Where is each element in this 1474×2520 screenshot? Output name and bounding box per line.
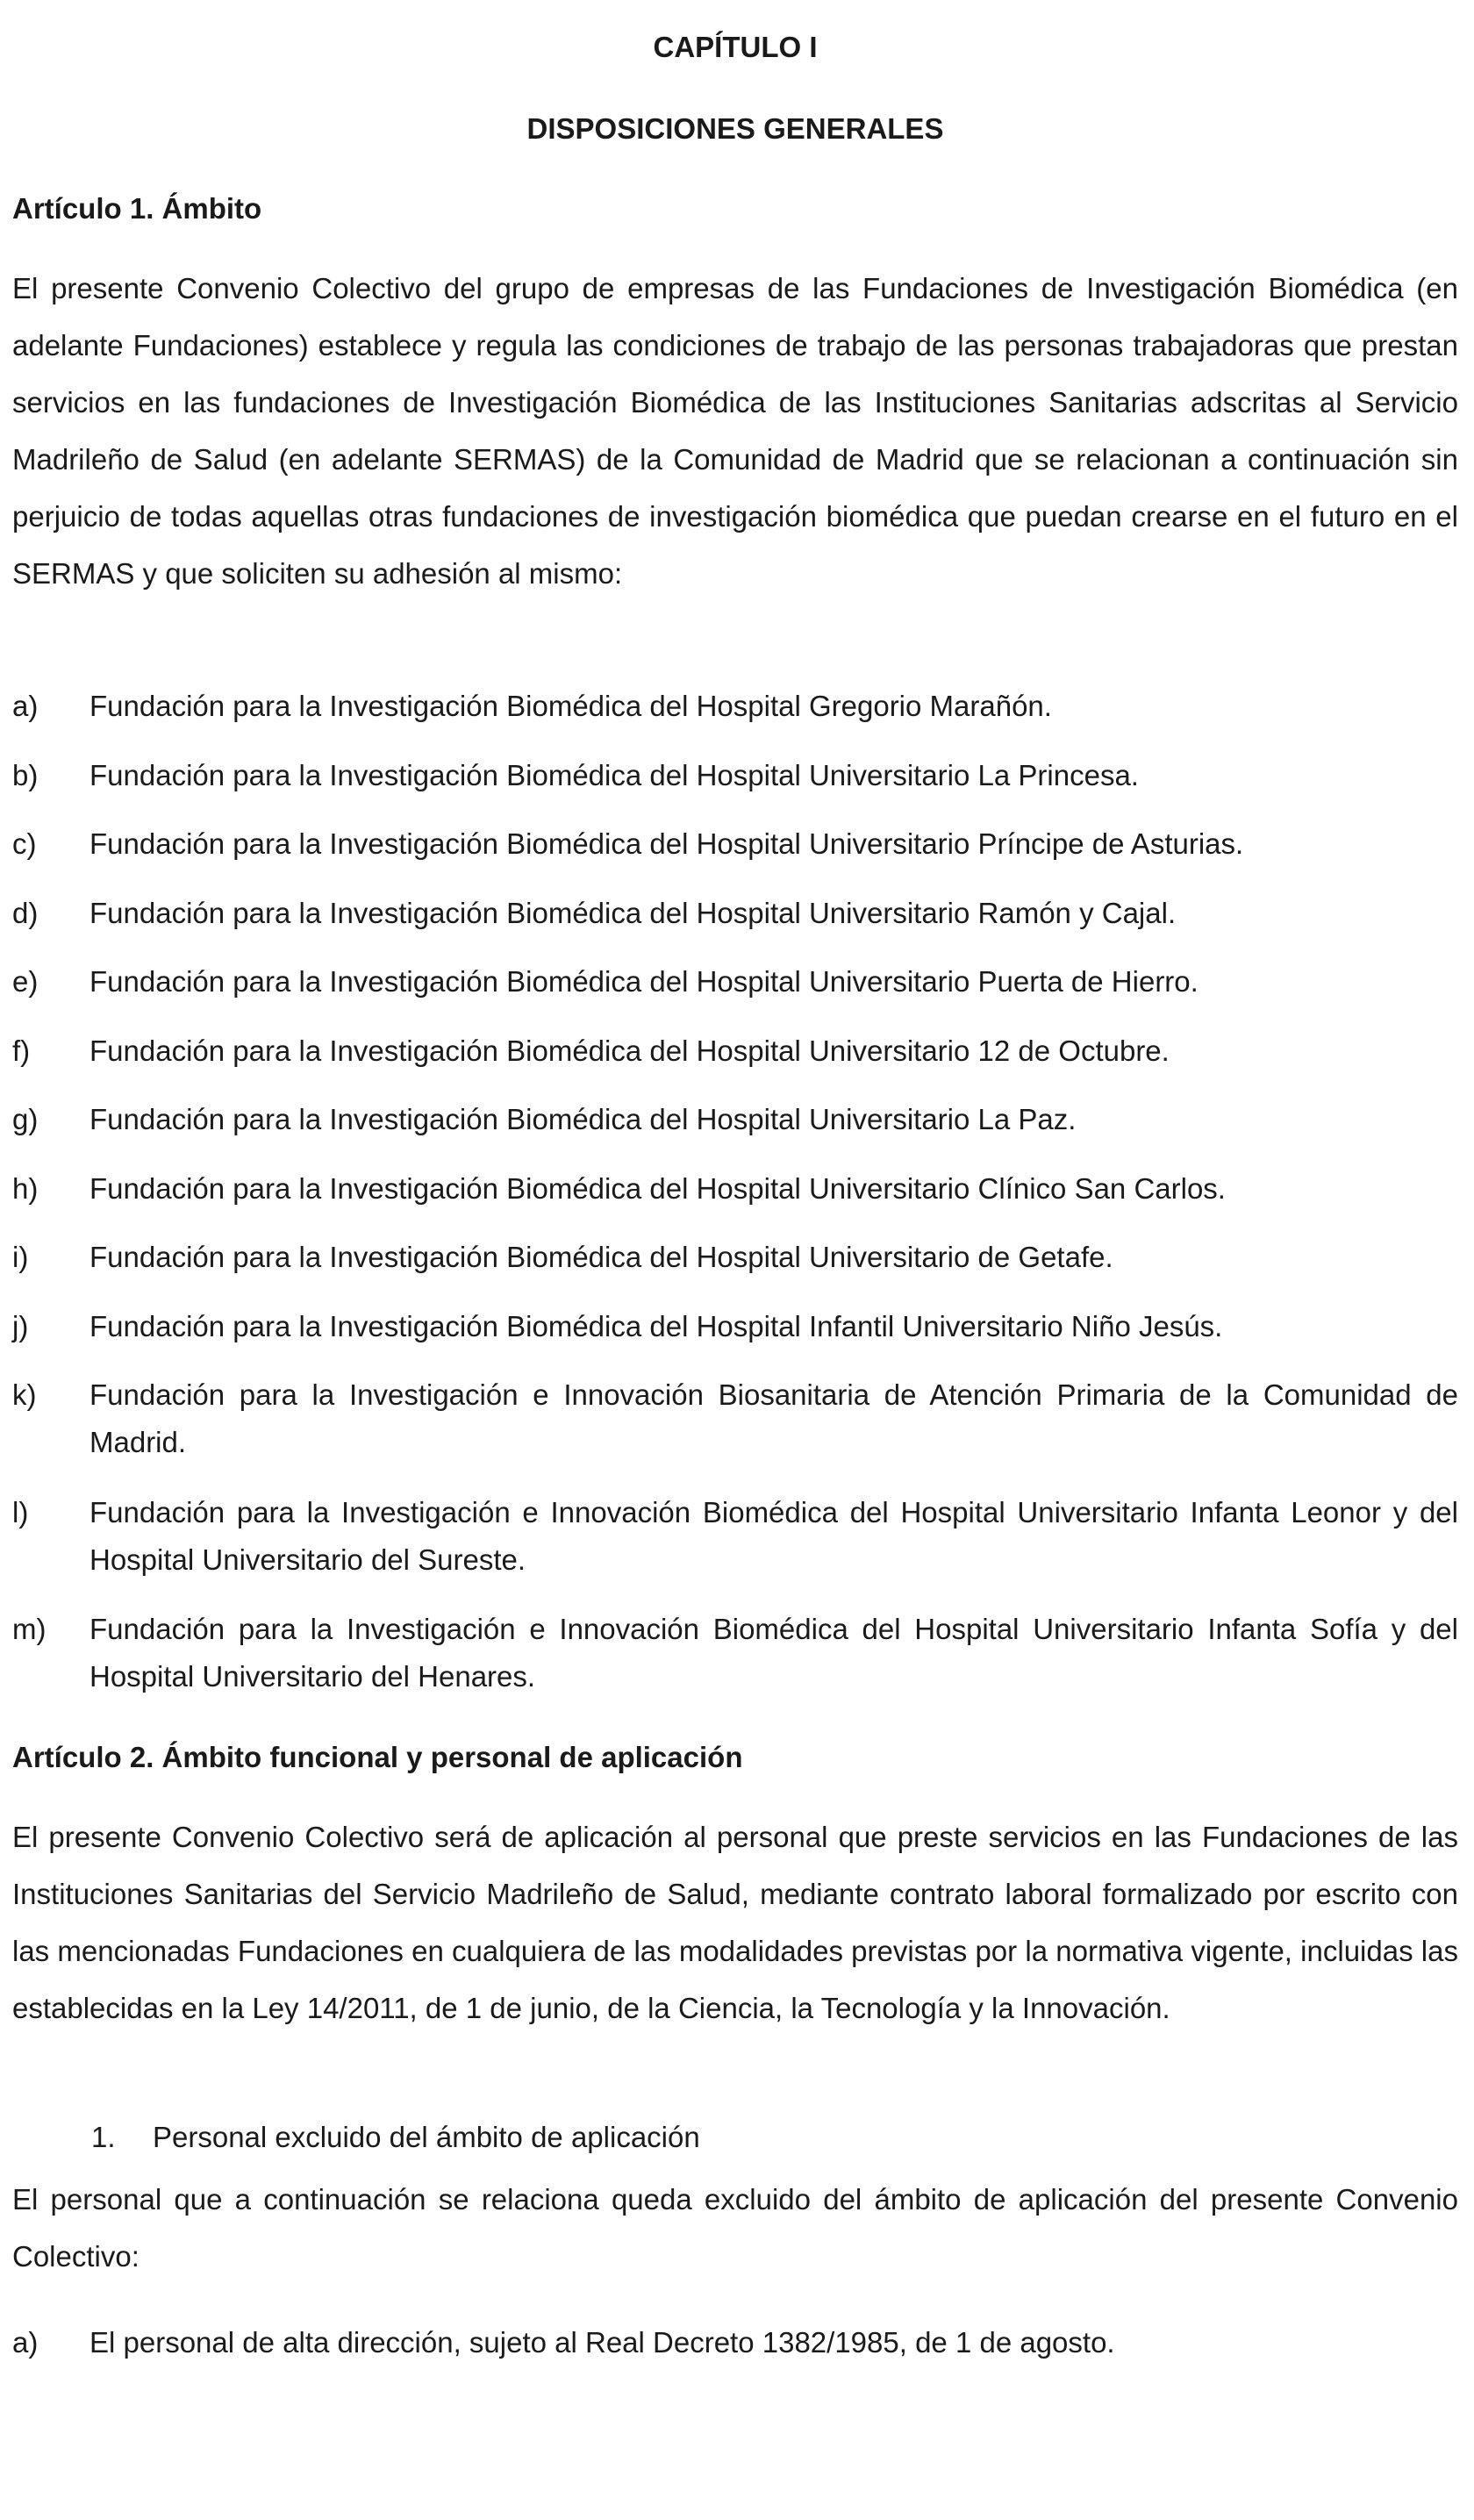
list-item-letter: i) (12, 1241, 29, 1273)
list-item-text: Fundación para la Investigación Biomédica del Hospital Gregorio Marañón. (89, 690, 1052, 722)
list-item-letter: e) (12, 965, 39, 998)
list-item-letter: m) (12, 1613, 47, 1645)
list-item-letter: k) (12, 1378, 37, 1411)
section-title: DISPOSICIONES GENERALES (526, 112, 944, 145)
list-item-letter: a) (12, 2326, 39, 2359)
list-item-text: Fundación para la Investigación e Innovación Biomédica del Hospital Universitario Infanta Leonor y del Hospital Universitario del Sureste. (89, 1496, 1458, 1576)
numbered-item-text: Personal excluido del ámbito de aplicación (153, 2121, 700, 2153)
list-item-text: Fundación para la Investigación Biomédica del Hospital Universitario Ramón y Cajal. (89, 897, 1177, 929)
list-item-letter: c) (12, 827, 37, 860)
list-item-letter: d) (12, 897, 39, 929)
numbered-item-number: 1. (91, 2121, 116, 2153)
list-item-letter: g) (12, 1103, 39, 1135)
list-item-text: Fundación para la Investigación e Innovación Biomédica del Hospital Universitario Infanta Sofía y del Hospital Universitario del Henares. (89, 1613, 1458, 1693)
list-item-text: Fundación para la Investigación Biomédica del Hospital Universitario Clínico San Carlos. (89, 1172, 1226, 1205)
article-1-paragraph: El presente Convenio Colectivo del grupo de empresas de las Fundaciones de Investigación Biomédica (en adelante Fundaciones) establece y regula las condiciones de trabajo de las personas trabajadoras que prestan servicios en las fundaciones de Investigación Biomédica de las Instituciones Sanitarias adscritas al Servicio Madrileño de Salud (en adelante SERMAS) de la Comunidad de Madrid que se relacionan a continuación sin perjuicio de todas aquellas otras fundaciones de investigación biomédica que puedan crearse en el futuro en el SERMAS y que soliciten su adhesión al mismo: (12, 272, 1458, 590)
list-item-text: Fundación para la Investigación Biomédica del Hospital Universitario La Paz. (89, 1103, 1077, 1135)
list-item-letter: f) (12, 1034, 31, 1067)
list-item-text: Fundación para la Investigación Biomédica del Hospital Universitario de Getafe. (89, 1241, 1113, 1273)
list-item-letter: j) (12, 1310, 29, 1342)
list-item-text: Fundación para la Investigación Biomédica del Hospital Universitario Puerta de Hierro. (89, 965, 1199, 998)
list-item-text: Fundación para la Investigación Biomédica del Hospital Universitario Príncipe de Asturias. (89, 827, 1244, 860)
list-item-letter: l) (12, 1496, 29, 1528)
list-item-text: El personal de alta dirección, sujeto al Real Decreto 1382/1985, de 1 de agosto. (89, 2326, 1115, 2359)
article-2-heading: Artículo 2. Ámbito funcional y personal de aplicación (12, 1741, 743, 1773)
list-item-text: Fundación para la Investigación Biomédica del Hospital Infantil Universitario Niño Jesús. (89, 1310, 1223, 1342)
list-item-text: Fundación para la Investigación Biomédica del Hospital Universitario La Princesa. (89, 759, 1139, 791)
article-1-heading: Artículo 1. Ámbito (12, 192, 262, 225)
article-2-paragraph: El presente Convenio Colectivo será de aplicación al personal que preste servicios en las Fundaciones de las Instituciones Sanitarias del Servicio Madrileño de Salud, mediante contrato laboral formalizado por escrito con las mencionadas Fundaciones en cualquiera de las modalidades previstas por la normativa vigente, incluidas las establecidas en la Ley 14/2011, de 1 de junio, de la Ciencia, la Tecnología y la Innovación. (12, 1821, 1458, 2024)
list-item-letter: a) (12, 690, 39, 722)
list-item-letter: h) (12, 1172, 39, 1205)
list-item-letter: b) (12, 759, 39, 791)
numbered-item-1 (91, 2120, 700, 2155)
chapter-title: CAPÍTULO I (653, 31, 818, 63)
list-item-text: Fundación para la Investigación e Innovación Biosanitaria de Atención Primaria de la Comunidad de Madrid. (89, 1378, 1458, 1458)
list-item-text: Fundación para la Investigación Biomédica del Hospital Universitario 12 de Octubre. (89, 1034, 1170, 1067)
article-2-exclusion-paragraph: El personal que a continuación se relaciona queda excluido del ámbito de aplicación del presente Convenio Colectivo: (12, 2183, 1458, 2273)
